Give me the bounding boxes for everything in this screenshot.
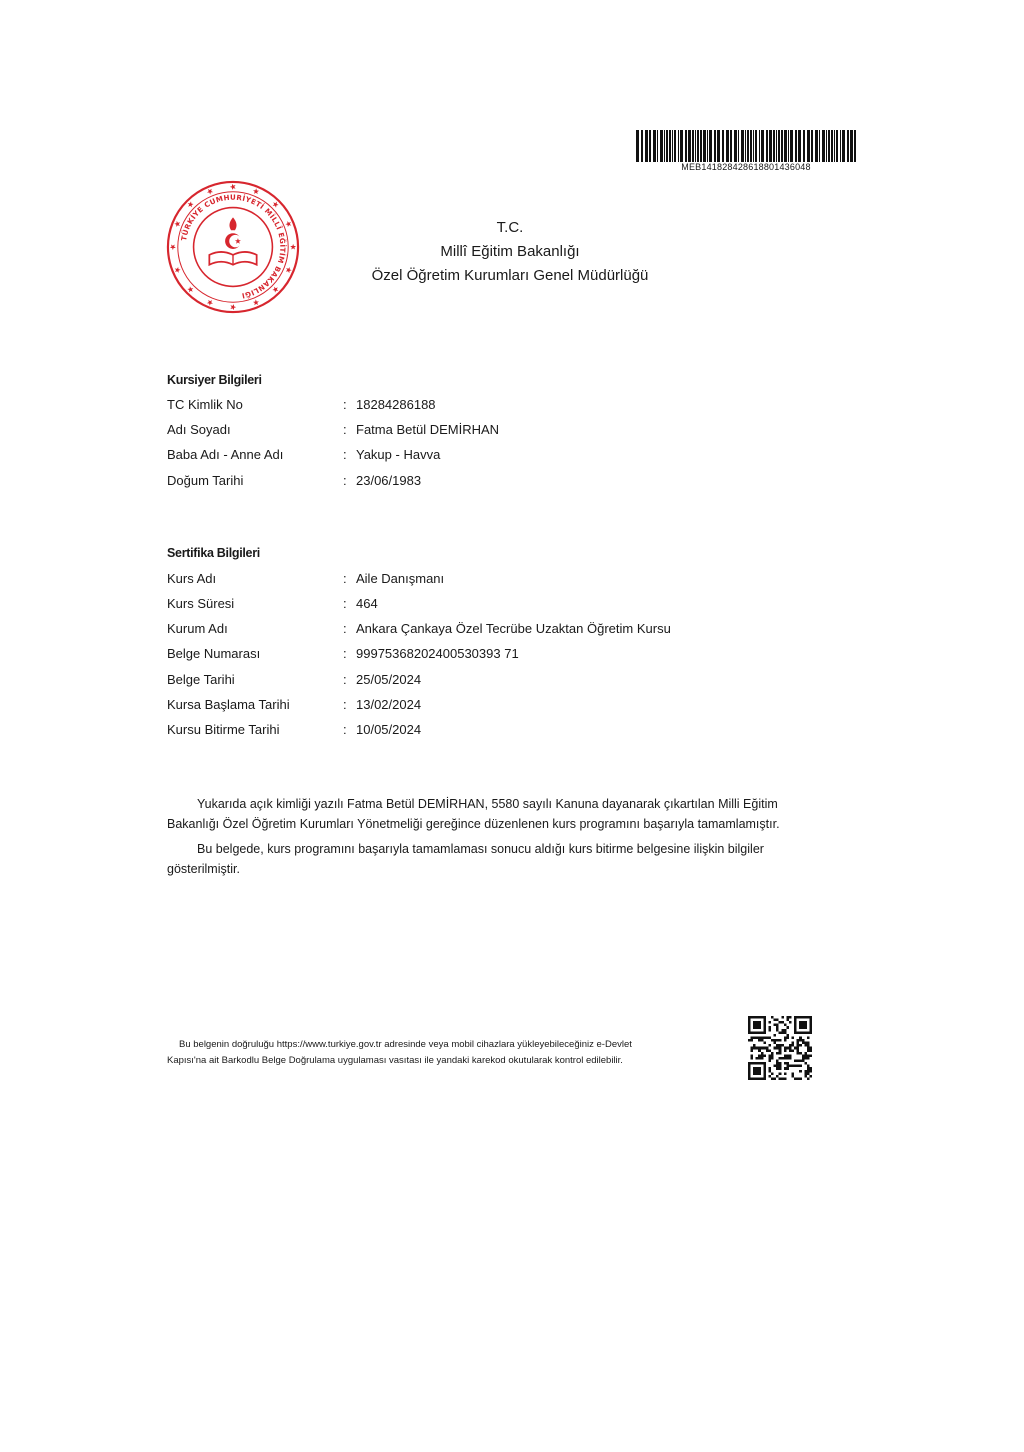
- verification-line-2: Kapısı'na ait Barkodlu Belge Doğrulama uygulaması vasıtası ile yandaki karekod okutularak kontrol edilebilir.: [167, 1054, 623, 1066]
- field-colon: :: [343, 397, 347, 412]
- field-colon: :: [343, 447, 347, 462]
- field-value: 13/02/2024: [356, 697, 422, 712]
- field-colon: :: [343, 596, 347, 611]
- field-value: 23/06/1983: [356, 473, 422, 488]
- field-value: Aile Danışmanı: [356, 571, 445, 586]
- qr-code-icon[interactable]: [748, 1016, 812, 1080]
- field-value: Ankara Çankaya Özel Tecrübe Uzaktan Öğretim Kursu: [356, 621, 671, 636]
- barcode-icon: [636, 130, 856, 162]
- info-paragraph: Bu belgede, kurs programını başarıyla tamamlaması sonucu aldığı kurs bitirme belgesine ilişkin bilgiler gösterilmiştir.: [167, 842, 764, 876]
- field-value: 464: [356, 596, 378, 611]
- field-value: 18284286188: [356, 397, 436, 412]
- field-colon: :: [343, 697, 347, 712]
- field-label: Adı Soyadı: [167, 422, 231, 437]
- field-label: Kurs Süresi: [167, 596, 235, 611]
- field-colon: :: [343, 646, 347, 661]
- verification-note: [167, 1037, 727, 1068]
- statement-paragraph: Yukarıda açık kimliği yazılı Fatma Betül DEMİRHAN, 5580 sayılı Kanuna dayanarak çıkartılan Milli Eğitim Bakanlığı Özel Öğretim Kurumları Yönetmeliği gereğince düzenlenen kurs programını başarıyla tamamlamıştır.: [167, 797, 780, 831]
- field-colon: :: [343, 571, 347, 586]
- verification-line-1: Bu belgenin doğruluğu https://www.turkiye.gov.tr adresinde veya mobil cihazlara yükleyebileceğiniz e-Devlet: [179, 1039, 632, 1050]
- field-label: Kursu Bitirme Tarihi: [167, 722, 280, 737]
- header-ministry: Millî Eğitim Bakanlığı: [440, 243, 580, 260]
- field-colon: :: [343, 722, 347, 737]
- certificate-section-title: Sertifika Bilgileri: [167, 546, 260, 560]
- field-label: Kurs Adı: [167, 571, 217, 586]
- field-label: Belge Tarihi: [167, 672, 235, 687]
- field-label: Belge Numarası: [167, 646, 261, 661]
- field-value: 25/05/2024: [356, 672, 422, 687]
- field-label: Kursa Başlama Tarihi: [167, 697, 290, 712]
- trainee-section-title: Kursiyer Bilgileri: [167, 373, 262, 387]
- field-value: 10/05/2024: [356, 722, 422, 737]
- field-colon: :: [343, 473, 347, 488]
- field-value: 99975368202400530393 71: [356, 646, 519, 661]
- header-department: Özel Öğretim Kurumları Genel Müdürlüğü: [371, 267, 649, 284]
- field-label: Doğum Tarihi: [167, 473, 244, 488]
- field-label: TC Kimlik No: [167, 397, 243, 412]
- field-label: Kurum Adı: [167, 621, 228, 636]
- field-colon: :: [343, 672, 347, 687]
- field-colon: :: [343, 422, 347, 437]
- ministry-seal-icon: [164, 178, 302, 316]
- seal-ring-text: TÜRKİYE CUMHURİYETİ MİLLÎ EĞİTİM BAKANLIĞI: [179, 192, 288, 301]
- field-label: Baba Adı - Anne Adı: [167, 447, 284, 462]
- header-tc: T.C.: [496, 219, 524, 236]
- field-colon: :: [343, 621, 347, 636]
- barcode-number: MEB141828428618801436048: [681, 162, 811, 172]
- field-value: Yakup - Havva: [356, 447, 441, 462]
- field-value: Fatma Betül DEMİRHAN: [356, 422, 500, 437]
